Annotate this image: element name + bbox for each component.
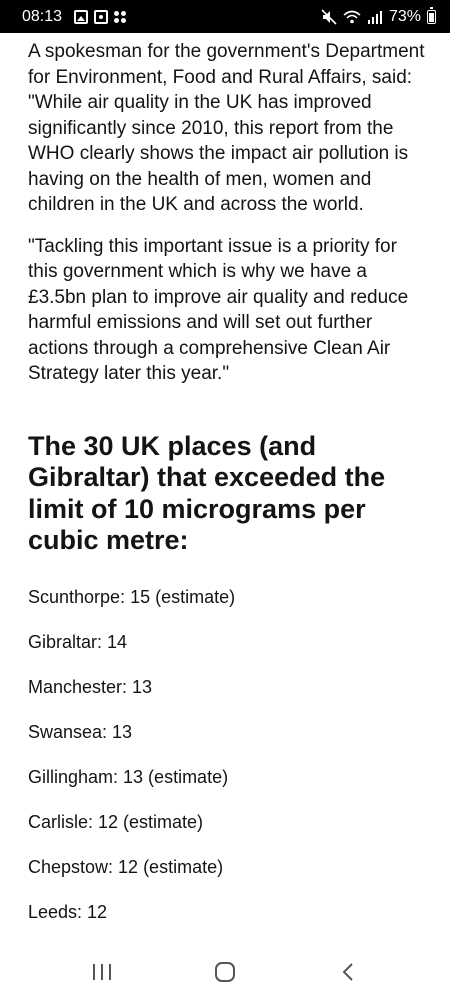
list-item: Carlisle: 12 (estimate) (28, 811, 204, 832)
status-bar (0, 0, 450, 33)
list-item: Manchester: 13 (28, 676, 153, 697)
home-icon (214, 961, 236, 983)
notification-icon (94, 10, 108, 24)
article-paragraph: A spokesman for the government's Department for Environment, Food and Rural Affairs, said: "While air quality in the UK has improved significantly since 2010, this report from the WHO clearly shows the impact air pollution is having on the health of men, women and children in the UK and across the world. (28, 41, 425, 215)
list-item: Leeds: 12 (28, 901, 108, 922)
list-item: Gillingham: 13 (estimate) (28, 766, 229, 787)
back-button[interactable] (318, 952, 378, 992)
recent-apps-icon (91, 962, 113, 982)
status-left (22, 8, 126, 26)
dots-icon (114, 11, 126, 23)
list-item: Chepstow: 12 (estimate) (28, 856, 224, 877)
status-right (321, 8, 436, 26)
battery-icon (427, 10, 436, 24)
list-item: Scunthorpe: 15 (estimate) (28, 586, 236, 607)
navigation-bar (0, 943, 450, 1000)
back-icon (341, 961, 355, 983)
recent-apps-button[interactable] (72, 952, 132, 992)
article-paragraph: "Tackling this important issue is a priority for this government which is why we have a £3.5bn plan to improve air quality and reduce harmful emissions and will set out further actions through a comprehensive Clean Air Strategy later this year." (28, 235, 409, 384)
home-button[interactable] (195, 952, 255, 992)
mute-icon (321, 9, 337, 25)
status-time: 08:13 (22, 7, 63, 25)
section-heading: The 30 UK places (and Gibraltar) that exceeded the limit of 10 micrograms per cubic metre: (28, 430, 386, 555)
wifi-icon (343, 10, 361, 24)
battery-percentage: 73% (388, 7, 421, 25)
signal-icon (367, 10, 383, 24)
article-content[interactable] (0, 33, 450, 943)
list-item: Gibraltar: 14 (28, 631, 128, 652)
list-item: Swansea: 13 (28, 721, 133, 742)
gallery-icon (74, 10, 88, 24)
